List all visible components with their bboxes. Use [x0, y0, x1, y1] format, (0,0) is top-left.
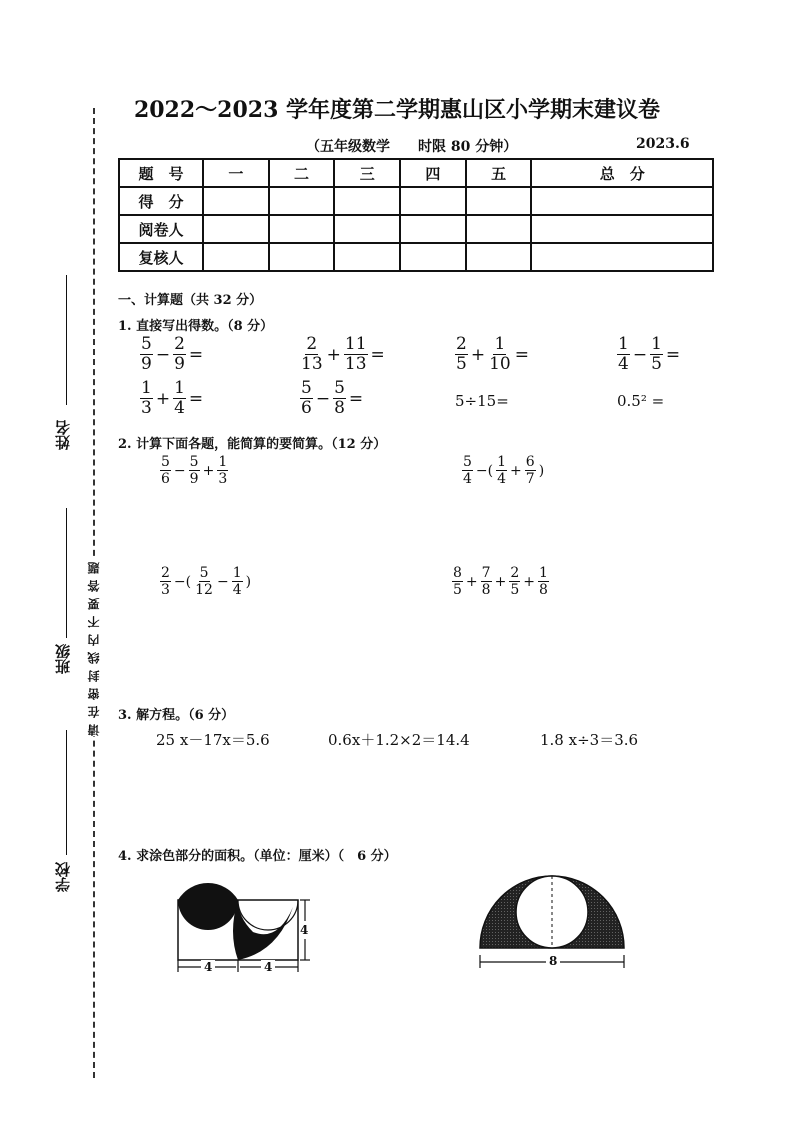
score-cell[interactable] — [531, 187, 713, 215]
oral-item-1: $\frac{5}{9}$ − $\frac{2}{9}$ = — [141, 334, 204, 374]
header-cell: 二 — [269, 159, 335, 187]
calc-item-3: $\frac{2}{3}$ −( $\frac{5}{12}$ − $\frac{1}{4}$ ) — [161, 565, 252, 598]
figure-1-height: 4 — [300, 923, 309, 937]
header-cell: 四 — [400, 159, 466, 187]
score-cell[interactable] — [334, 215, 400, 243]
row-label: 复核人 — [119, 243, 203, 271]
oral-item-4: $\frac{1}{4}$ − $\frac{1}{5}$ = — [618, 334, 681, 374]
oral-item-7: 5÷15= — [455, 392, 509, 410]
class-label: 班级 — [54, 644, 72, 674]
oral-item-8: 0.5² = — [617, 392, 665, 410]
oral-item-2: $\frac{2}{13}$ + $\frac{11}{13}$ = — [301, 334, 385, 374]
score-cell[interactable] — [203, 243, 269, 271]
score-cell[interactable] — [466, 215, 532, 243]
header-cell: 五 — [466, 159, 532, 187]
figure-1-top-shaded — [178, 883, 238, 930]
score-cell[interactable] — [466, 243, 532, 271]
score-cell[interactable] — [269, 215, 335, 243]
score-cell[interactable] — [203, 215, 269, 243]
score-cell[interactable] — [531, 243, 713, 271]
row-label: 阅卷人 — [119, 215, 203, 243]
score-cell[interactable] — [400, 243, 466, 271]
school-underline — [66, 730, 67, 855]
figure-2-width: 8 — [546, 954, 560, 968]
equation-1: 25 x－17x＝5.6 — [156, 731, 270, 749]
reviewer-row — [119, 215, 713, 243]
question-4-title: 4. 求涂色部分的面积。（单位：厘米）（ 6 分） — [118, 849, 397, 864]
oral-item-6: $\frac{5}{6}$ − $\frac{5}{8}$ = — [301, 378, 364, 418]
score-cell[interactable] — [466, 187, 532, 215]
equation-2: 0.6x＋1.2×2＝14.4 — [328, 731, 470, 749]
school-label: 学校 — [54, 862, 72, 892]
calc-item-4: $\frac{8}{5}$ + $\frac{7}{8}$ + $\frac{2}{5}$ + $\frac{1}{8}$ — [453, 565, 548, 598]
header-cell: 三 — [334, 159, 400, 187]
score-cell[interactable] — [400, 215, 466, 243]
header-cell: 题 号 — [119, 159, 203, 187]
score-cell[interactable] — [400, 187, 466, 215]
score-cell[interactable] — [203, 187, 269, 215]
checker-row — [119, 243, 713, 271]
oral-item-5: $\frac{1}{3}$ + $\frac{1}{4}$ = — [141, 378, 204, 418]
class-underline — [66, 508, 67, 638]
name-label: 姓名 — [54, 420, 72, 450]
section-title: 一、计算题（共 32 分） — [118, 293, 263, 308]
score-table — [118, 158, 714, 272]
score-cell[interactable] — [269, 187, 335, 215]
seal-warning: 请在密封线内不要答题 — [87, 556, 101, 736]
figure-1-width-2: 4 — [261, 960, 275, 974]
row-label: 得 分 — [119, 187, 203, 215]
score-table-header — [119, 159, 713, 187]
score-cell[interactable] — [531, 215, 713, 243]
exam-date: 2023.6 — [636, 136, 690, 152]
score-cell[interactable] — [334, 243, 400, 271]
calc-item-2: $\frac{5}{4}$ −( $\frac{1}{4}$ + $\frac{6}{7}$ ) — [463, 454, 545, 487]
figure-1-width-1: 4 — [201, 960, 215, 974]
score-cell[interactable] — [269, 243, 335, 271]
equation-3: 1.8 x÷3＝3.6 — [540, 731, 639, 749]
question-2-title: 2. 计算下面各题，能简算的要简算。（12 分） — [118, 437, 387, 452]
question-1-title: 1. 直接写出得数。（8 分） — [118, 319, 274, 334]
header-cell: 一 — [203, 159, 269, 187]
oral-item-3: $\frac{2}{5}$ + $\frac{1}{10}$ = — [456, 334, 529, 374]
header-cell: 总 分 — [531, 159, 713, 187]
exam-subtitle: （五年级数学 时限 80 分钟） — [306, 139, 518, 155]
name-underline — [66, 275, 67, 405]
page-title: 2022～2023 学年度第二学期惠山区小学期末建议卷 — [133, 97, 661, 123]
calc-item-1: $\frac{5}{6}$ − $\frac{5}{9}$ + $\frac{1}{3}$ — [161, 454, 228, 487]
score-row — [119, 187, 713, 215]
score-cell[interactable] — [334, 187, 400, 215]
question-3-title: 3. 解方程。（6 分） — [118, 708, 235, 723]
